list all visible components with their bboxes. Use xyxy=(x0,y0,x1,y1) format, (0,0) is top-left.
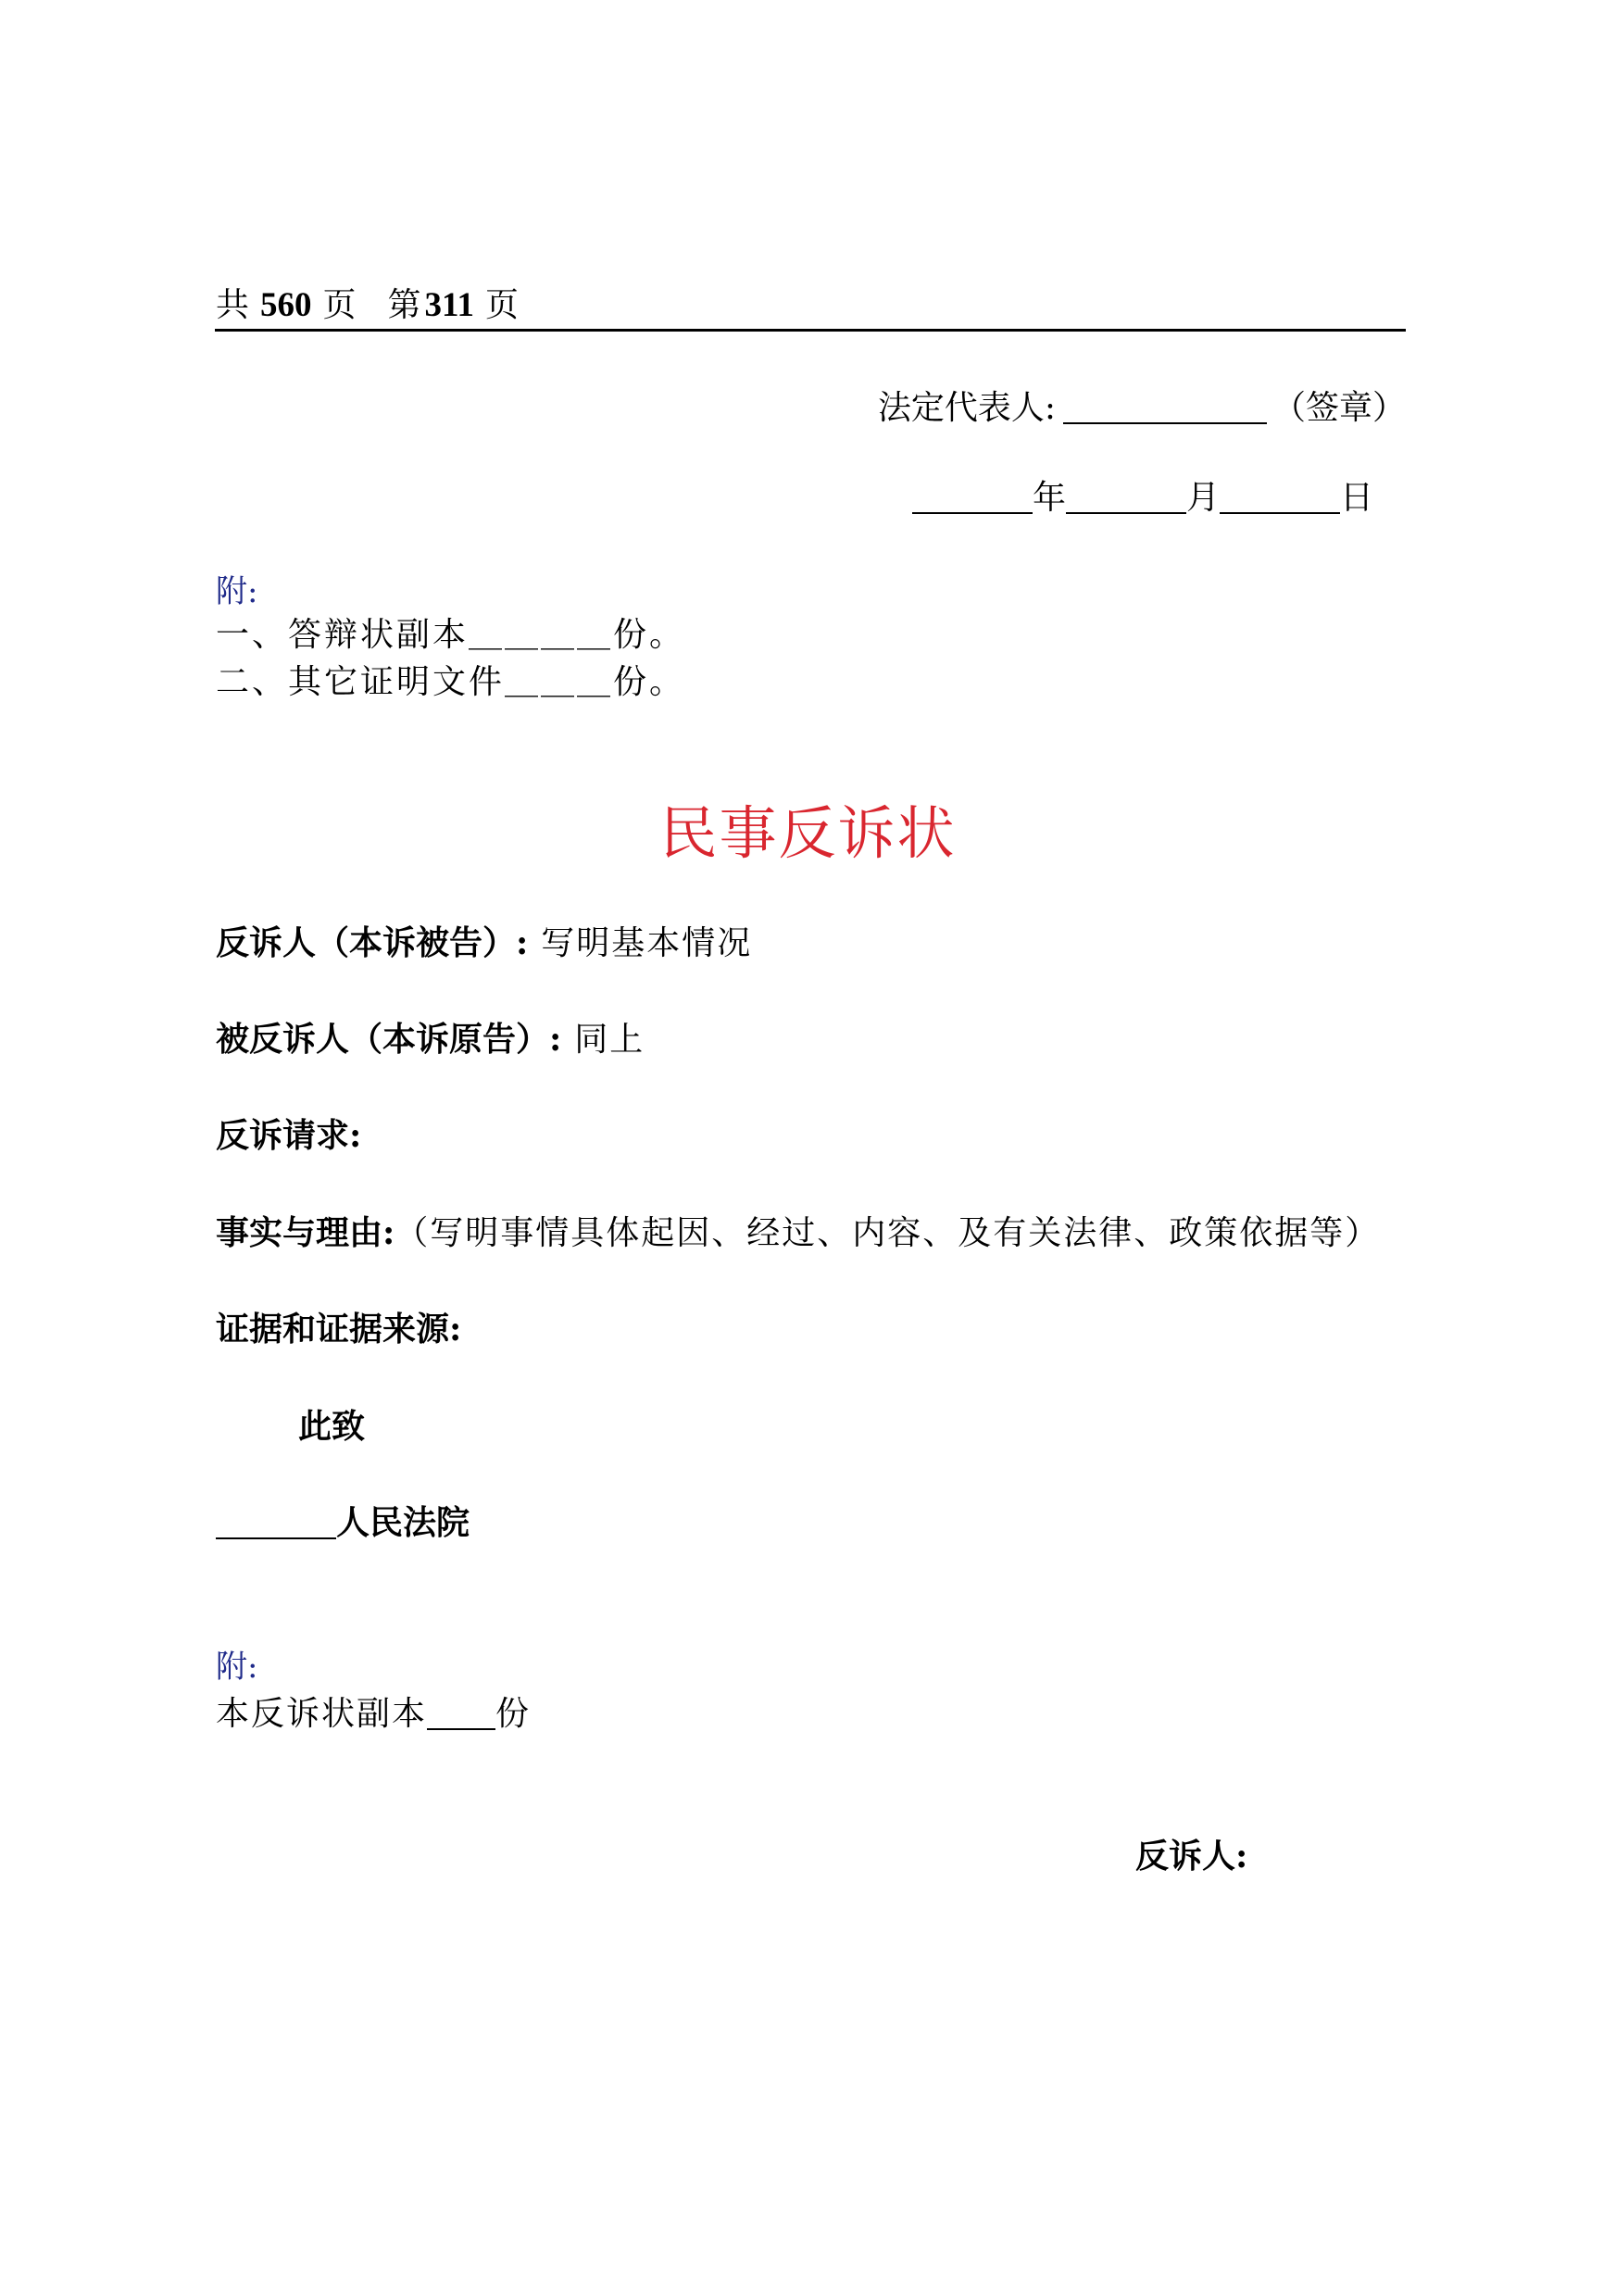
claims-label: 反诉请求: xyxy=(216,1116,362,1155)
seal-note: （签章） xyxy=(1272,389,1406,427)
court-suffix: 人民法院 xyxy=(336,1503,470,1542)
legal-representative-label: 法定代表人: xyxy=(877,389,1056,427)
counter-defendant-field xyxy=(216,1017,645,1062)
page-header xyxy=(216,283,519,328)
facts-field xyxy=(216,1211,1380,1256)
current-unit: 页 xyxy=(485,286,520,324)
document-title: 民事反诉状 xyxy=(659,799,957,867)
facts-label: 事实与理由: xyxy=(216,1213,395,1252)
header-rule xyxy=(215,329,1406,332)
year-blank xyxy=(912,475,1033,514)
month-blank xyxy=(1066,475,1186,514)
counter-claim-copies-line xyxy=(216,1691,531,1737)
counter-plaintiff-value: 写明基本情况 xyxy=(541,924,753,962)
total-pages: 560 xyxy=(260,286,312,324)
attachment-defense-copies: 一、答辩状副本＿＿＿＿份。 xyxy=(216,616,686,654)
date-line xyxy=(912,475,1373,521)
counter-defendant-label: 被反诉人（本诉原告）: xyxy=(216,1020,562,1059)
counter-plaintiff-label: 反诉人（本诉被告）: xyxy=(216,923,529,962)
attachment-heading: 附: xyxy=(216,573,258,610)
evidence-field xyxy=(216,1307,461,1352)
court-line xyxy=(216,1500,470,1546)
copies-suffix: 份 xyxy=(495,1695,532,1733)
legal-representative-blank xyxy=(1063,385,1267,424)
current-prefix: 第 xyxy=(387,286,421,324)
copies-prefix: 本反诉状副本 xyxy=(216,1695,428,1733)
day-blank xyxy=(1220,475,1340,514)
evidence-label: 证据和证据来源: xyxy=(216,1310,462,1349)
attachment-other-documents: 二、其它证明文件＿＿＿份。 xyxy=(216,663,686,701)
current-page: 311 xyxy=(424,286,475,324)
closing-zhizhi: 此致 xyxy=(298,1407,366,1446)
facts-value: （写明事情具体起因、经过、内容、及有关法律、政策依据等） xyxy=(395,1214,1381,1252)
total-unit: 页 xyxy=(322,286,357,324)
claims-field xyxy=(216,1113,361,1159)
legal-representative-line xyxy=(878,385,1406,431)
total-prefix: 共 xyxy=(216,286,250,324)
counter-plaintiff-field xyxy=(216,921,752,966)
attachment-heading-2: 附: xyxy=(216,1649,258,1686)
court-blank xyxy=(216,1500,336,1539)
month-label: 月 xyxy=(1186,479,1221,517)
day-label: 日 xyxy=(1340,479,1374,517)
counter-defendant-value: 同上 xyxy=(574,1021,645,1059)
counter-plaintiff-signature: 反诉人: xyxy=(1135,1837,1248,1876)
year-label: 年 xyxy=(1033,479,1067,517)
copies-blank xyxy=(427,1691,495,1730)
